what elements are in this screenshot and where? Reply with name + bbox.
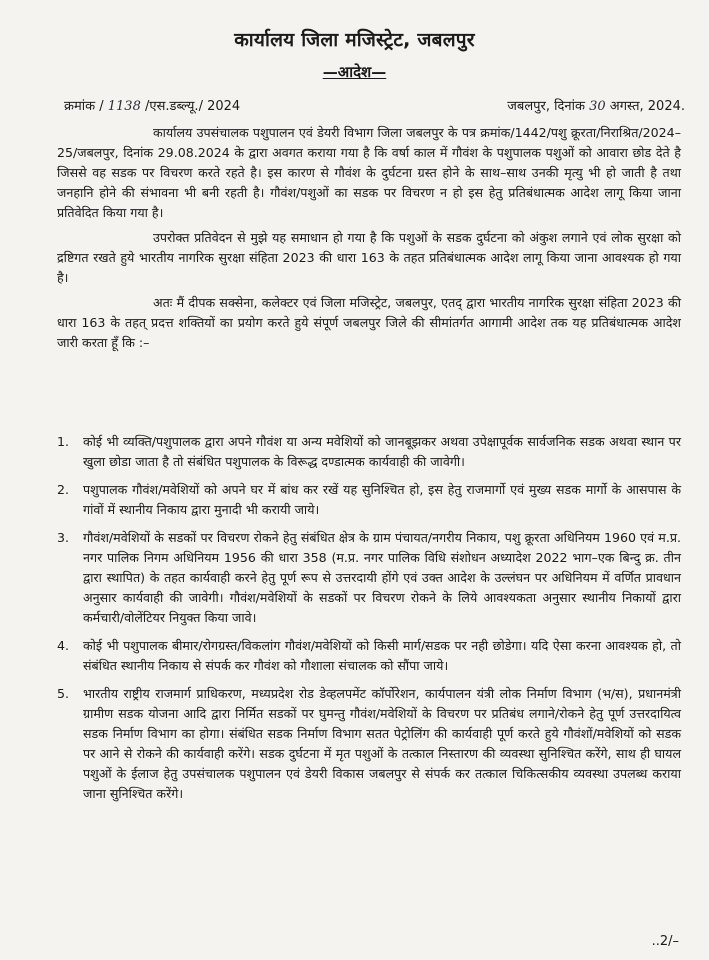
order-point (57, 528, 681, 628)
point-text: कोई भी व्यक्ति/पशुपालक द्वारा अपने गौवंश या अन्य मवेशियों को जानबूझकर अथवा उपेक्षापूर्वक सार्वजनिक सडक अथवा स्थान पर खुला छोडा जाता है तो संबंधित पशुपालक के विरूद्ध दण्डात्मक कार्यवाही की जावेगी। (83, 434, 681, 469)
ref-prefix: क्रमांक / (64, 99, 104, 114)
point-number: 5. (57, 686, 70, 701)
ref-suffix: /एस.डब्ल्यू./ 2024 (145, 99, 241, 114)
place-date-prefix: जबलपुर, दिनांक (507, 99, 585, 114)
ref-number-handwritten: 1138 (107, 99, 141, 114)
point-text: कोई भी पशुपालक बीमार/रोगग्रस्त/विकलांग गौवंश/मवेशियों को किसी मार्ग/सडक पर नही छोडेगा। यदि ऐसा करना आवश्यक हो, तो संबंधित स्थानीय निकाय से संपर्क कर गौवंश को गौशाला संचालक को सौंपा जाये। (83, 638, 681, 673)
order-point (57, 480, 681, 520)
point-number: 2. (57, 482, 70, 497)
order-body (57, 123, 681, 358)
paragraph-order-issue: अतः मैं दीपक सक्सेना, कलेक्टर एवं जिला मजिस्ट्रेट, जबलपुर, एतद् द्वारा भारतीय नागरिक सुरक्षा संहिता 2023 की धारा 163 के तहत् प्रदत्त शक्तियों का प्रयोग करते हुये संपूर्ण जबलपुर जिले की सीमांतर्गत आगामी आदेश तक यह प्रतिबंधात्मक आदेश जारी करता हूँ कि :– (57, 295, 681, 350)
order-point (57, 432, 681, 472)
page-continuation-marker: ..2/– (651, 934, 679, 949)
paragraph-reference-letter: कार्यालय उपसंचालक पशुपालन एवं डेयरी विभाग जिला जबलपुर के पत्र क्रमांक/1442/पशु क्रूरता/निराश्रित/2024–25/जबलपुर, दिनांक 29.08.2024 के द्वारा अवगत कराया गया है कि वर्षा काल में गौवंश के पशुपालक पशुओं को आवारा छोड देते है जिससे वह सडक पर विचरण करते रहते है। इस कारण से गौवंश के दुर्घटना ग्रस्त होने के साथ–साथ उनकी मृत्यु भी हो जाती है तथा जनहानि होने की संभावना भी बनी रहती है। गौवंश/पशुओं का सडक पर विचरण न हो इस हेतु प्रतिबंधात्मक आदेश लागू किया जाना प्रतिवेदित किया गया है। (57, 125, 681, 220)
reference-row (64, 96, 685, 116)
office-title: कार्यालय जिला मजिस्ट्रेट, जबलपुर (234, 29, 475, 51)
point-text: गौवंश/मवेशियों के सडकों पर विचरण रोकने हेतु संबंधित क्षेत्र के ग्राम पंचायत/नगरीय निकाय, पशु क्रूरता अधिनियम 1960 एवं म.प्र. नगर पालिक निगम अधिनियम 1956 की धारा 358 (म.प्र. नगर पालिक विधि संशोधन अध्यादेश 2022 भाग–एक बिन्दु क्र. तीन द्वारा स्थापित) के तहत कार्यवाही करने हेतु पूर्ण रूप से उत्तरदायी होंगे एवं उक्त आदेश के उल्लंघन पर अधिनियम में वर्णित प्रावधान अनुसार कार्यवाही की जावेगी। गौवंश/मवेशियों के सडकों पर विचरण रोकने के लिये आवश्यकता अनुसार स्थानीय निकायों द्वारा कर्मचारी/वोलेंटियर नियुक्त किया जावे। (83, 530, 681, 625)
order-heading: —आदेश— (322, 63, 387, 81)
point-number: 3. (57, 530, 70, 545)
point-text: भारतीय राष्ट्रीय राजमार्ग प्राधिकरण, मध्यप्रदेश रोड डेव्हलपमेंट कॉर्पोरेशन, कार्यपालन यंत्री लोक निर्माण विभाग (भ/स), प्रधानमंत्री ग्रामीण सडक योजना आदि द्वारा निर्मित सडकों पर घुमन्तु गौवंश/मवेशियों के विचरण पर प्रतिबंध लगाने/रोकने हेतु पूर्ण उत्तरदायित्व सडक निर्माण विभाग का होगा। संबंधित सडक निर्माण विभाग सतत पेट्रोलिंग की कार्यवाही पूर्ण करते हुये गौवंशों/मवेशियों को सडक पर आने से रोकने की कार्यवाही करेंगे। सडक दुर्घटना में मृत पशुओं के तत्काल निस्तारण की व्यवस्था सुनिश्चित करेंगे, साथ ही घायल पशुओं के ईलाज हेतु उपसंचालक पशुपालन एवं डेयरी विकास जबलपुर से संपर्क कर तत्काल चिकित्सकीय व्यवस्था उपलब्ध कराया जाना सुनिश्चित करेंगे। (83, 686, 681, 801)
order-point (57, 684, 681, 804)
point-text: पशुपालक गौवंश/मवेशियों को अपने घर में बांध कर रखें यह सुनिश्चित हो, इस हेतु राजमार्गो एवं मुख्य सडक मार्गो के आसपास के गांवों में स्थानीय निकाय द्वारा मुनादी भी करायी जाये। (83, 482, 681, 517)
order-points-list (57, 432, 681, 812)
point-number: 4. (57, 638, 70, 653)
date-handwritten: 30 (589, 99, 606, 114)
place-date (507, 96, 685, 114)
reference-number (64, 96, 240, 114)
point-number: 1. (57, 434, 70, 449)
paragraph-satisfaction: उपरोक्त प्रतिवेदन से मुझे यह समाधान हो गया है कि पशुओं के सडक दुर्घटना को अंकुश लगाने एवं लोक सुरक्षा को द्रष्टिगत रखते हुये भारतीय नागरिक सुरक्षा संहिता 2023 की धारा 163 के तहत प्रतिबंधात्मक आदेश लागू किया जाना आवश्यक हो गया है। (57, 230, 681, 285)
order-point (57, 636, 681, 676)
date-suffix: अगस्त, 2024. (609, 99, 685, 114)
